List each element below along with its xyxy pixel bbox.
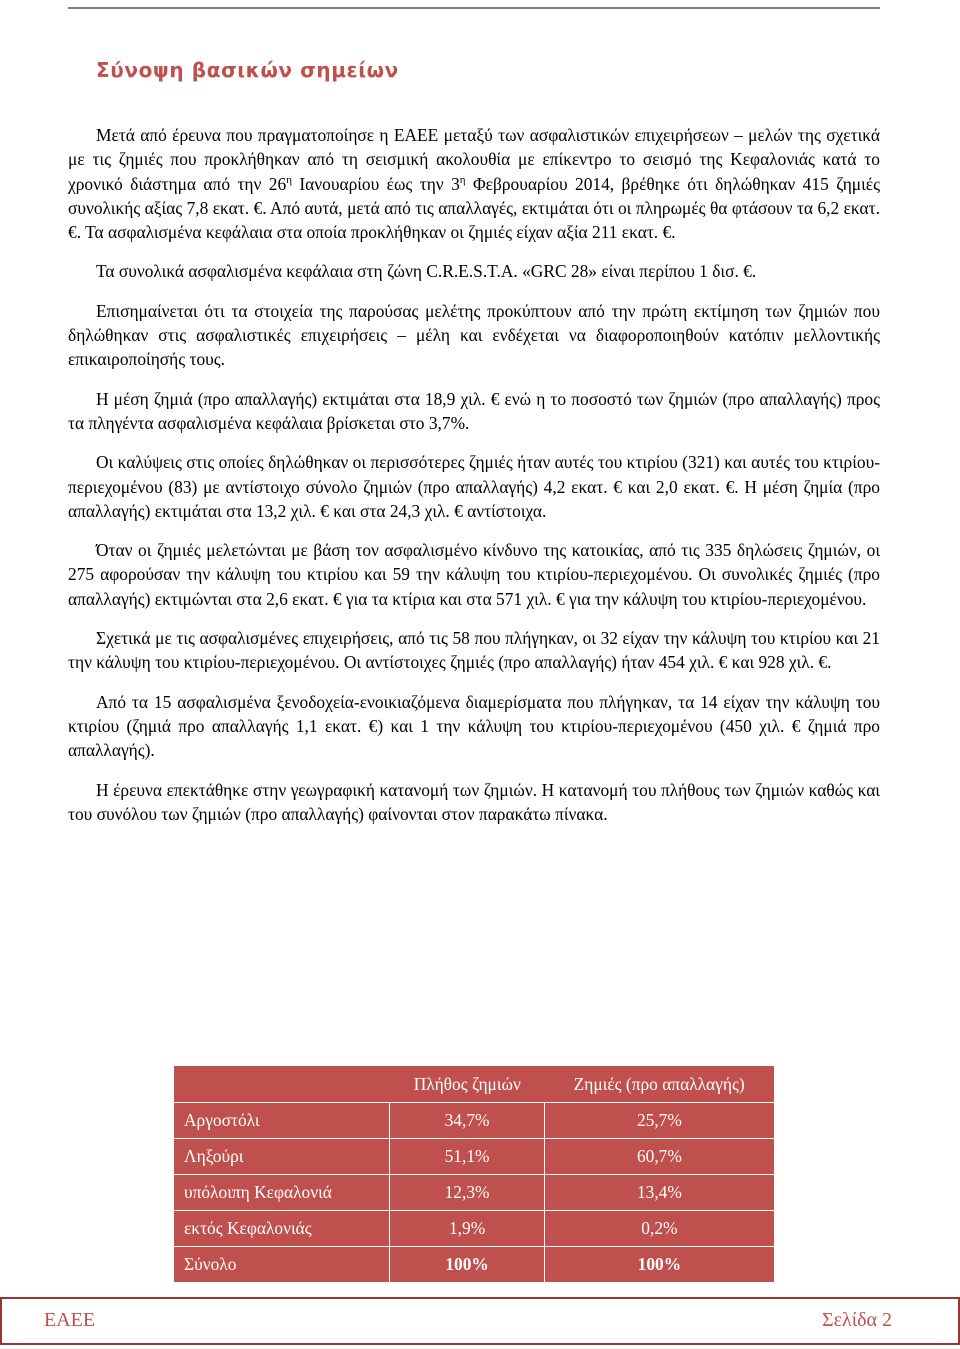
table-header-cell: Πλήθος ζημιών [390,1066,544,1103]
paragraph-hotels: Από τα 15 ασφαλισμένα ξενοδοχεία-ενοικιαζόμενα διαμερίσματα που πλήγηκαν, τα 14 είχαν την κάλυψη του κτιρίου (ζημιά προ απαλλαγής 1,1 εκατ. €) και 1 την κάλυψη του κτιρίου-περιεχομένου (450 χιλ. € ζημιά προ απαλλαγής). [68,691,880,761]
paragraph-residential: Όταν οι ζημιές μελετώνται με βάση τον ασφαλισμένο κίνδυνο της κατοικίας, από τις 335 δηλώσεις ζημιών, οι 275 αφορούσαν την κάλυψη του κτιρίου και 59 την κάλυψη του κτιρίου-περιεχομένου. Οι συνολικές ζημιές (προ απαλλαγής) εκτιμώνται στα 2,6 εκατ. € για τα κτίρια και στα 571 χιλ. € για την κάλυψη του κτιρίου-περιεχομένου. [68,540,880,609]
table-row [174,1103,774,1139]
page-footer [0,1297,960,1345]
paragraph-coverages: Οι καλύψεις στις οποίες δηλώθηκαν οι περισσότερες ζημιές ήταν αυτές του κτιρίου (321) και αυτές του κτιρίου-περιεχομένου (83) με αντίστοιχο σύνολο ζημιών (προ απαλλαγής) 4,2 εκατ. € και 2,0 εκατ. €. Η μέση ζημία (προ απαλλαγής) εκτιμάται στα 13,2 χιλ. € και στα 24,3 χιλ. € αντίστοιχα. [68,452,880,521]
region-cell: εκτός Κεφαλονιάς [174,1211,390,1247]
intro-text-2: Ιανουαρίου έως την 3 [291,173,460,194]
ordinal-suffix: η [286,173,292,186]
document-body [68,123,880,841]
table-header-row [174,1066,774,1103]
paragraph-disclaimer: Επισημαίνεται ότι τα στοιχεία της παρούσας μελέτης προκύπτουν από την πρώτη εκτίμηση των ζημιών που δηλώθηκαν στις ασφαλιστικές επιχειρήσεις – μέλη και ενδέχεται να διαφοροποιηθούν κατόπιν μελλοντικής επικαιροποίησής τους. [68,300,880,370]
paragraph-intro [68,123,880,244]
claims-count-cell: 34,7% [390,1103,544,1139]
region-cell: υπόλοιπη Κεφαλονιά [174,1175,390,1211]
intro-text-3: Φεβρουαρίου 2014, βρέθηκε ότι δηλώθηκαν 415 ζημιές συνολικής αξίας 7,8 εκατ. €. Από αυτά, μετά από τις απαλλαγές, εκτιμάται ότι οι πληρωμές θα φτάσουν τα 6,2 εκατ. €. Τα ασφαλισμένα κεφάλαια στα οποία προκλήθηκαν οι ζημιές είχαν αξία 211 εκατ. €. [68,173,881,243]
paragraph-insured-capital: Τα συνολικά ασφαλισμένα κεφάλαια στη ζώνη C.R.E.S.T.A. «GRC 28» είναι περίπου 1 δισ. €. [96,261,757,282]
table-row [174,1211,774,1247]
paragraph-businesses: Σχετικά με τις ασφαλισμένες επιχειρήσεις, από τις 58 που πλήγηκαν, οι 32 είχαν την κάλυψη του κτιρίου και 21 την κάλυψη του κτιρίου-περιεχομένου. Οι αντίστοιχες ζημιές (προ απαλλαγής) ήταν 454 χιλ. € και 928 χιλ. €. [68,628,880,673]
losses-cell: 60,7% [544,1139,774,1175]
paragraph-geography: Η έρευνα επεκτάθηκε στην γεωγραφική κατανομή των ζημιών. Η κατανομή του πλήθους των ζημιών καθώς και του συνόλου των ζημιών (προ απαλλαγής) φαίνονται στον παρακάτω πίνακα. [68,779,880,824]
paragraph-average-loss: Η μέση ζημιά (προ απαλλαγής) εκτιμάται στα 18,9 χιλ. € ενώ η το ποσοστό των ζημιών (προ απαλλαγής) προς τα πληγέντα ασφαλισμένα κεφάλαια βρίσκεται στο 3,7%. [68,388,880,433]
region-cell: Ληξούρι [174,1139,390,1175]
page-number: Σελίδα 2 [821,1309,892,1331]
region-cell: Σύνολο [174,1247,390,1283]
table-header-cell: Ζημιές (προ απαλλαγής) [544,1066,774,1103]
table-header-cell [174,1066,390,1103]
footer-organization: ΕΑΕΕ [44,1309,96,1331]
claims-count-cell: 100% [390,1247,544,1283]
losses-cell: 0,2% [544,1211,774,1247]
intro-text-1: Μετά από έρευνα που πραγματοποίησε η ΕΑΕΕ μεταξύ των ασφαλιστικών επιχειρήσεων – μελών της σχετικά με τις ζημιές που προκλήθηκαν από τη σεισμική ακολουθία με επίκεντρο το σεισμό της Κεφαλονιάς κατά το χρονικό διάστημα από την 26 [68,125,880,194]
page-title: Σύνοψη βασικών σημείων [96,58,399,82]
ordinal-suffix: η [459,173,466,186]
top-rule [68,7,880,9]
losses-cell: 100% [544,1247,774,1283]
table-row [174,1139,774,1175]
table-row [174,1175,774,1211]
claims-count-cell: 12,3% [390,1175,544,1211]
table-total-row [174,1247,774,1283]
claims-count-cell: 51,1% [390,1139,544,1175]
losses-cell: 13,4% [544,1175,774,1211]
geographic-distribution-table [174,1066,774,1282]
claims-count-cell: 1,9% [390,1211,544,1247]
losses-cell: 25,7% [636,1110,682,1130]
region-cell: Αργοστόλι [184,1110,260,1130]
